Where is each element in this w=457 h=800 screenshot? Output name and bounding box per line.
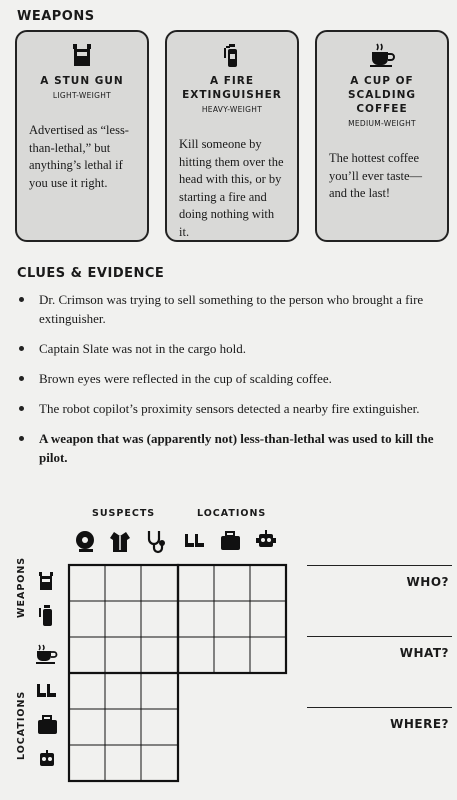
fire-extinguisher-icon [40,605,52,626]
uniform-icon [110,532,130,552]
locations-row-label: LOCATIONS [16,690,27,760]
weapon-description: Advertised as “less-than-lethal,” but anything’s lethal if you use it right. [29,123,129,190]
coffee-cup-icon [36,645,57,664]
robot-icon [256,530,276,547]
weapon-description: Kill someone by hitting them over the head with this, or by starting a fire and doing nothing with it. [179,137,284,239]
locations-label: LOCATIONS [197,508,267,519]
weapon-name: A FIRE EXTINGUISHER [182,75,282,101]
clue-text: Brown eyes were reflected in the cup of scalding coffee. [39,371,332,386]
answer-line [307,565,452,566]
luggage-icon [38,716,57,734]
what-label: WHAT? [399,646,449,660]
stethoscope-icon [149,531,165,552]
clue-text: The robot copilot’s proximity sensors detected a nearby fire extinguisher. [39,401,420,416]
answer-line [307,707,452,708]
who-label: WHO? [406,575,449,589]
weapon-weight: LIGHT-WEIGHT [52,91,112,100]
clue-text: Captain Slate was not in the cargo hold. [39,341,246,356]
stun-gun-icon [39,572,53,590]
weapon-description: The hottest coffee you’ll ever taste—and the last! [329,151,423,200]
clue-text: A weapon that was (apparently not) less-than-lethal was used to kill the pilot. [39,431,434,465]
weapon-weight: MEDIUM-WEIGHT [348,119,416,128]
suspects-label: SUSPECTS [92,508,156,519]
airplane-seats-icon [37,684,56,697]
weapon-name: A CUP OF SCALDING COFFEE [347,75,417,115]
luggage-icon [221,532,240,550]
record-player-icon [76,531,94,552]
where-label: WHERE? [390,717,449,731]
weapon-name: A STUN GUN [40,75,124,87]
clues-heading: CLUES & EVIDENCE [17,266,165,281]
weapon-weight: HEAVY-WEIGHT [201,105,263,114]
weapons-row-label: WEAPONS [16,556,27,618]
weapons-heading: WEAPONS [17,9,95,24]
airplane-seats-icon [185,534,204,547]
robot-icon [40,750,54,766]
answer-line [307,636,452,637]
clue-text: Dr. Crimson was trying to sell something to the person who brought a fire extinguisher. [39,292,424,326]
